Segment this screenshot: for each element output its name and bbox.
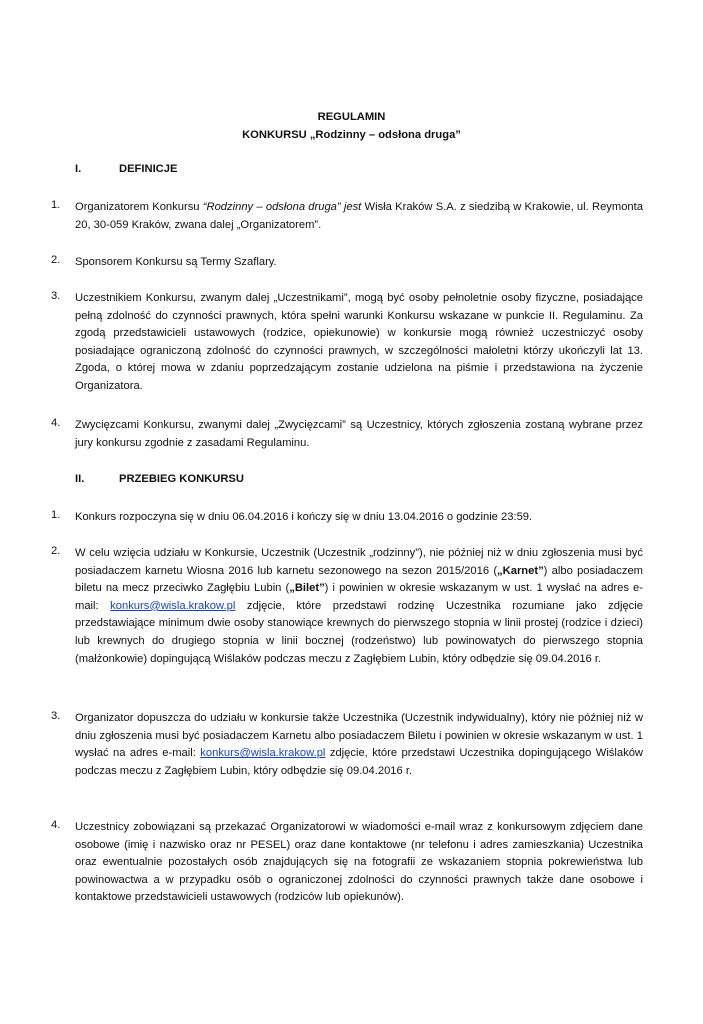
item-number: 3. (51, 710, 61, 722)
item-number: 4. (51, 819, 61, 831)
email-link[interactable]: konkurs@wisla.krakow.pl (110, 599, 236, 612)
przebieg-item-1 (51, 509, 643, 527)
item-text-part: Organizator dopuszcza do udziału w konkursie także Uczestnika (Uczestnik indywidualny), który nie później niż w dniu zgłoszenia musi być posiadaczem Karnetu albo posiadaczem Biletu i powinien w okresie wskazanym w ust. 1 wysłać na adres e-mail: (75, 712, 643, 760)
section-heading-definicje (75, 163, 475, 181)
przebieg-item-2 (51, 545, 644, 668)
section-numeral: II. (75, 473, 85, 485)
item-text: Zwycięzcami Konkursu, zwanymi dalej „Zwycięzcami” są Uczestnicy, których zgłoszenia zostaną wybrane przez jury konkursu zgodnie z zasadami Regulaminu. (75, 419, 643, 449)
przebieg-item-3 (51, 710, 644, 780)
item-text-part: W celu wzięcia udziału w Konkursie, Uczestnik (Uczestnik „rodzinny”), nie później niż w dniu zgłoszenia musi być posiadaczem karnetu Wiosna 2016 lub karnetu sezonowego na sezon 2015/2016 ( (75, 547, 643, 577)
contest-name-italic: “Rodzinny – odsłona druga” jest (202, 201, 362, 213)
item-text-part: Wisła Kraków S.A. z siedzibą w Krakowie, ul. Reymonta 20, 30-059 Kraków, zwana dalej „Organizatorem”. (75, 201, 643, 231)
email-link[interactable]: konkurs@wisla.krakow.pl (200, 747, 326, 760)
item-number: 1. (51, 509, 61, 521)
section-title: PRZEBIEG KONKURSU (119, 473, 244, 485)
item-text: Uczestnikiem Konkursu, zwanym dalej „Uczestnikami”, mogą być osoby pełnoletnie osoby fizyczne, posiadające pełną zdolność do czynności prawnych, która spełni warunki Konkursu wskazane w punkcie II. Regulaminu. Za zgodą przedstawicieli ustawowych (rodzice, opiekunowie) w konkursie mogą również uczestniczyć osoby posiadające ograniczoną zdolność do czynności prawnych, w szczególności małoletni którzy ukończyli lat 13. Zgoda, o której mowa w zdaniu poprzedzającym zostanie udzielona na piśmie i przedstawiona na życzenie Organizatora. (75, 292, 643, 392)
section-heading-przebieg (75, 473, 475, 491)
item-number: 2. (51, 254, 61, 266)
item-text (75, 710, 643, 780)
document-title: REGULAMIN (317, 111, 386, 123)
definicje-item-2 (51, 254, 643, 272)
definicje-item-3 (51, 290, 643, 396)
definicje-item-1 (51, 199, 643, 234)
definicje-item-4 (51, 417, 643, 452)
item-text (75, 545, 643, 668)
item-number: 3. (51, 290, 61, 302)
item-text-part: zdjęcie, które przedstawi rodzinę Uczestnika rozumiane jako zdjęcie przedstawiające minimum dwie osoby stanowiące krewnych do pierwszego stopnia w linii prostej (rodzice i dzieci) lub krewnych do drugiego stopnia w linii bocznej (rodzeństwo) lub powinowatych do pierwszego stopnia (małżonkowie) dopingującą Wiślaków podczas meczu z Zagłębiem Lubin, który odbędzie się 09.04.2016 r. (75, 599, 643, 665)
document-subtitle: KONKURSU „Rodzinny – odsłona druga” (242, 129, 461, 141)
item-text-part: ) i powinien w okresie wskazanym w ust. 1 wysłać na adres e-mail: (75, 582, 644, 612)
karnet-term: „Karnet” (497, 564, 544, 577)
item-text-part: Organizatorem Konkursu (75, 201, 203, 213)
item-text: Konkurs rozpoczyna się w dniu 06.04.2016 i kończy się w dniu 13.04.2016 o godzinie 23:59. (75, 511, 533, 523)
item-number: 2. (51, 545, 61, 557)
item-text-part: ) albo posiadaczem biletu na mecz przeciwko Zagłębiu Lubin ( (75, 564, 643, 595)
section-numeral: I. (75, 163, 82, 175)
item-text: Sponsorem Konkursu są Termy Szaflary. (75, 256, 277, 268)
przebieg-item-4 (51, 819, 643, 907)
section-title: DEFINICJE (119, 163, 178, 175)
item-text: Uczestnicy zobowiązani są przekazać Organizatorowi w wiadomości e-mail wraz z konkursowym zdjęciem dane osobowe (imię i nazwisko oraz nr PESEL) oraz dane kontaktowe (nr telefonu i adres zamieszkania) Uczestnika oraz ewentualnie pozostałych osób znajdujących się na fotografii ze wskazaniem stopnia pokrewieństwa lub powinowactwa a w przypadku osób o ograniczonej zdolności do czynności prawnych także dane osobowe i kontaktowe przedstawicieli ustawowych (rodziców lub opiekunów). (75, 821, 643, 904)
item-number: 4. (51, 417, 61, 429)
item-text (75, 199, 643, 234)
bilet-term: „Bilet” (289, 582, 325, 595)
item-text-part: zdjęcie, które przedstawi Uczestnika dopingującego Wiślaków podczas meczu z Zagłębiem Lubin, który odbędzie się 09.04.2016 r. (75, 747, 644, 777)
item-number: 1. (51, 199, 61, 211)
